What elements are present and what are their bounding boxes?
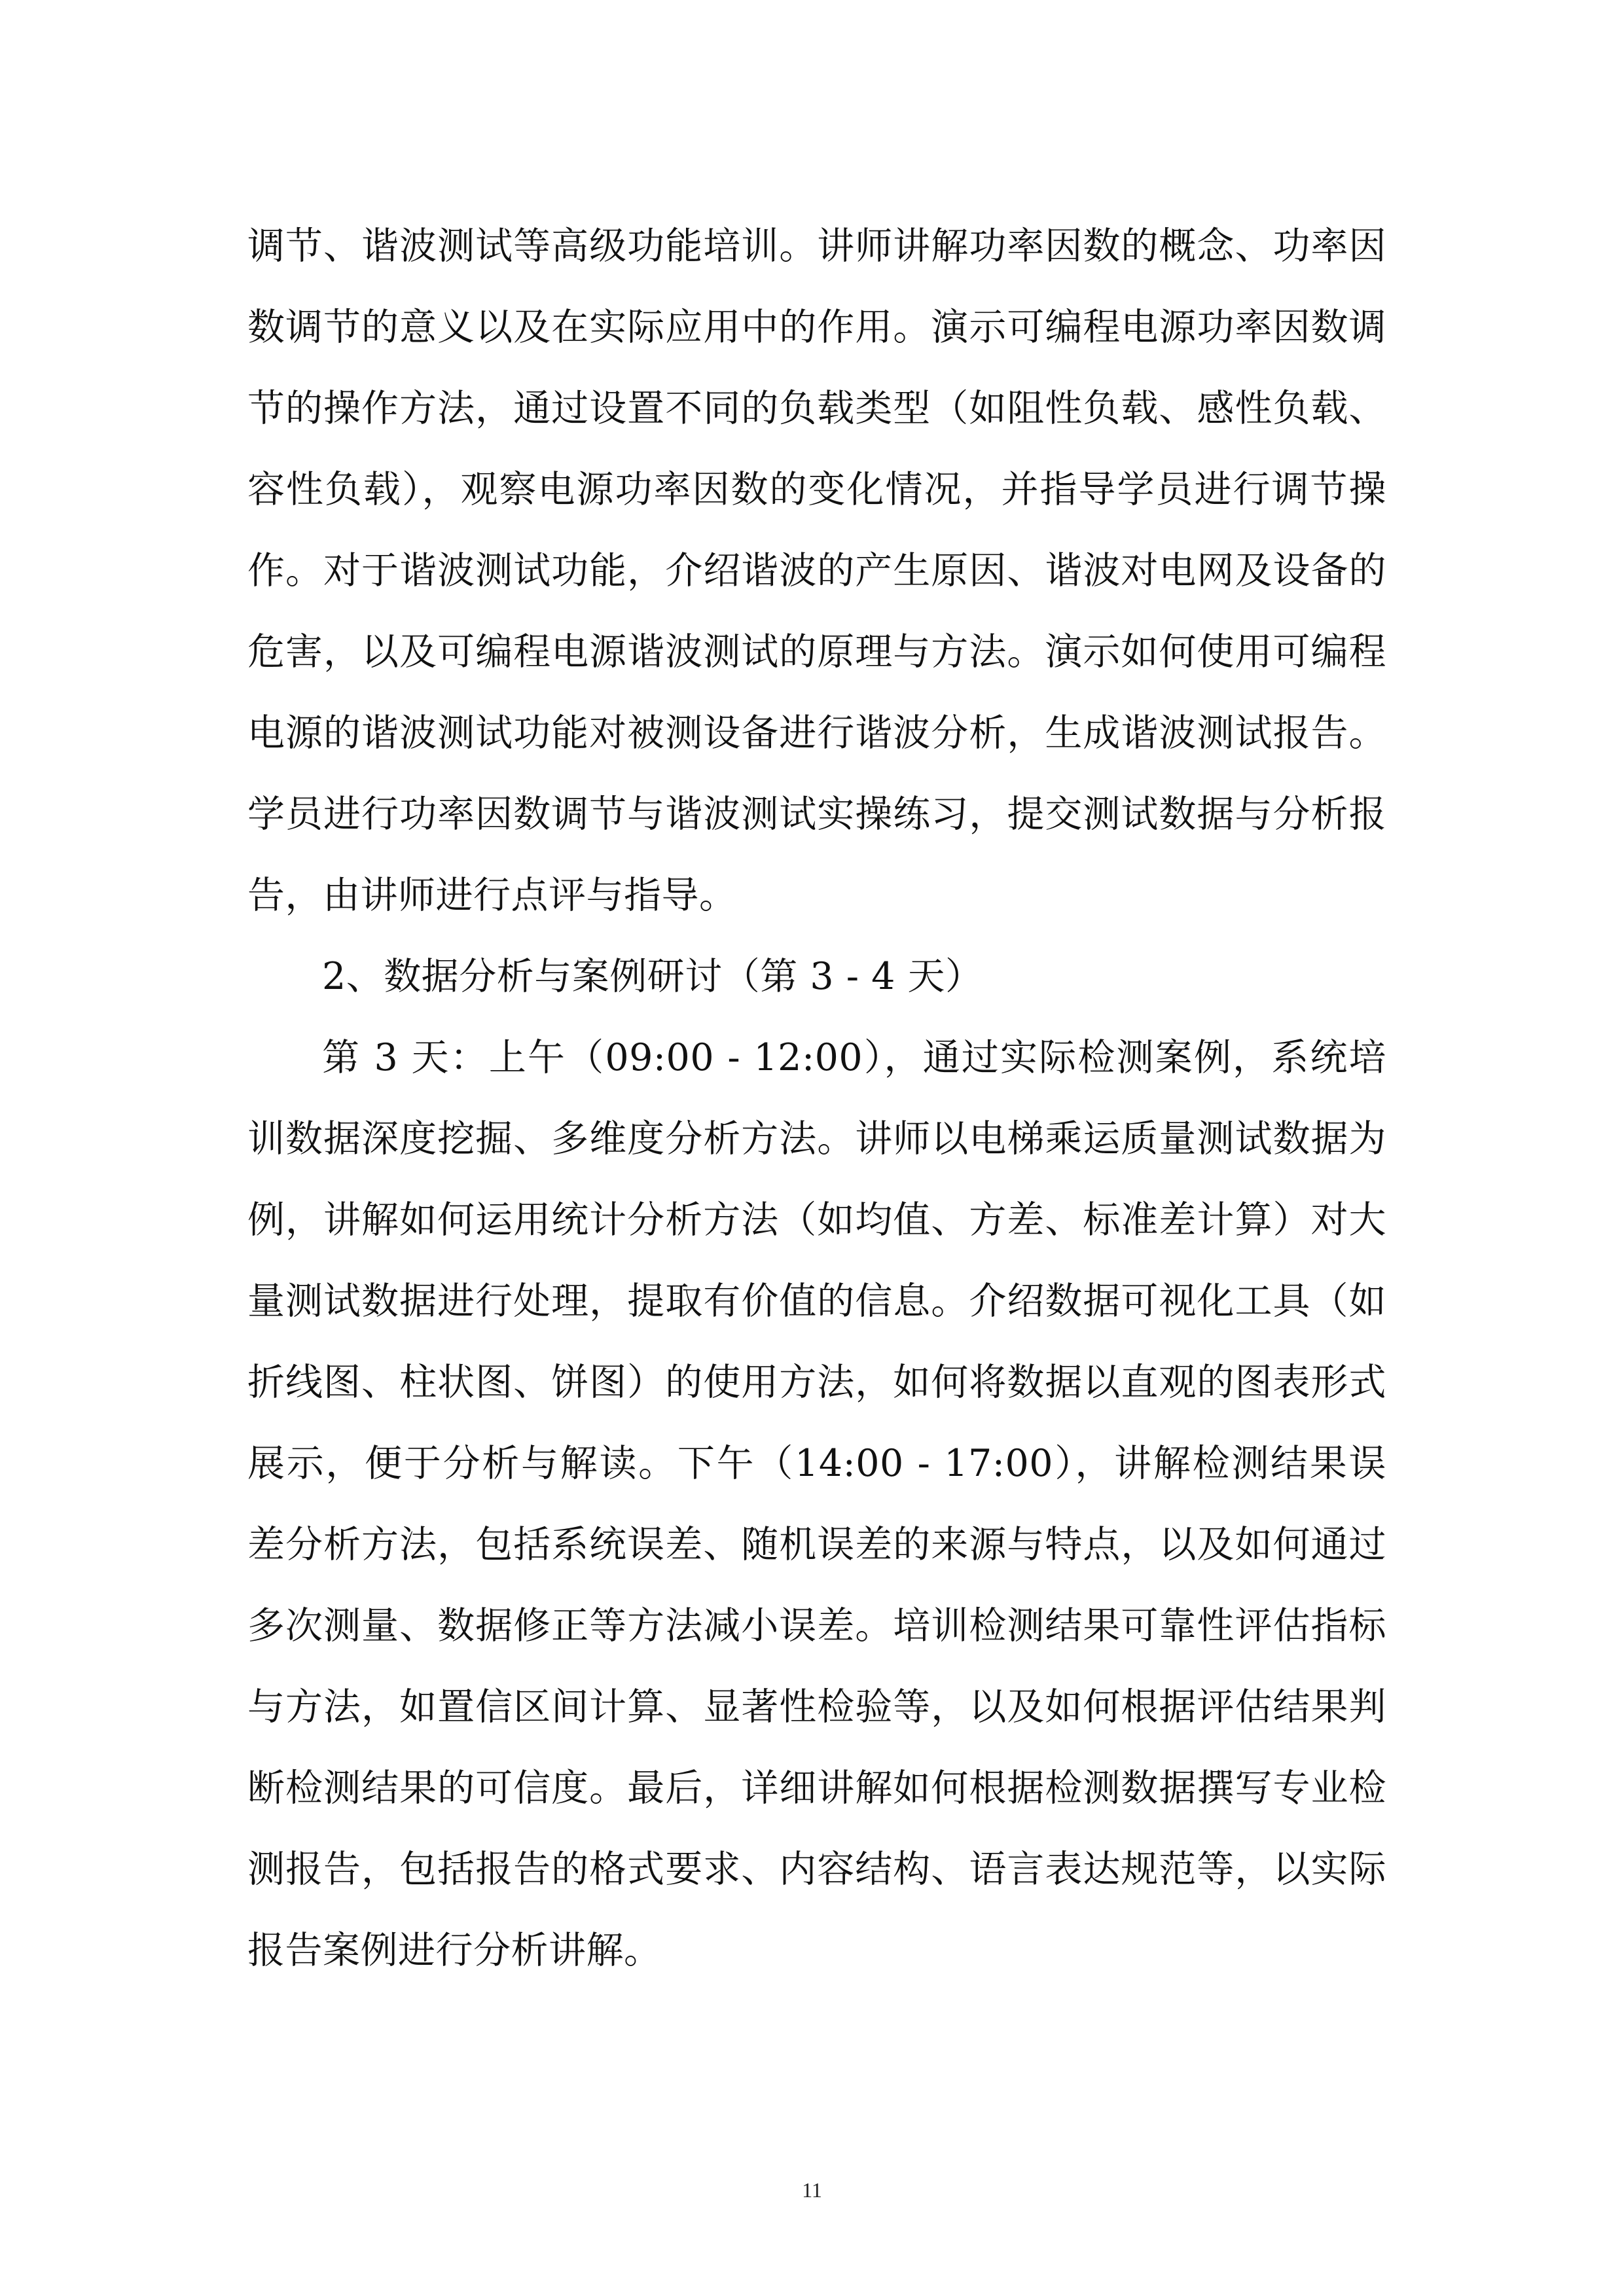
page-number: 11 [802,2178,822,2202]
page-content [247,206,1386,1991]
paragraph-day-3: 第 3 天：上午（09:00 - 12:00），通过实际检测案例，系统培训数据深度挖掘、多维度分析方法。讲师以电梯乘运质量测试数据为例，讲解如何运用统计分析方法（如均值、方差、标准差计算）对大量测试数据进行处理，提取有价值的信息。介绍数据可视化工具（如折线图、柱状图、饼图）的使用方法，如何将数据以直观的图表形式展示，便于分析与解读。下午（14:00 - 17:00），讲解检测结果误差分析方法，包括系统误差、随机误差的来源与特点，以及如何通过多次测量、数据修正等方法减小误差。培训检测结果可靠性评估指标与方法，如置信区间计算、显著性检验等，以及如何根据评估结果判断检测结果的可信度。最后，详细讲解如何根据检测数据撰写专业检测报告，包括报告的格式要求、内容结构、语言表达规范等，以实际报告案例进行分析讲解。 [247,1036,1386,1972]
section-heading: 2、数据分析与案例研讨（第 3 - 4 天） [322,955,983,998]
paragraph-continuation: 调节、谐波测试等高级功能培训。讲师讲解功率因数的概念、功率因数调节的意义以及在实际应用中的作用。演示可编程电源功率因数调节的操作方法，通过设置不同的负载类型（如阻性负载、感性负载、容性负载），观察电源功率因数的变化情况，并指导学员进行调节操作。对于谐波测试功能，介绍谐波的产生原因、谐波对电网及设备的危害，以及可编程电源谐波测试的原理与方法。演示如何使用可编程电源的谐波测试功能对被测设备进行谐波分析，生成谐波测试报告。学员进行功率因数调节与谐波测试实操练习，提交测试数据与分析报告，由讲师进行点评与指导。 [247,224,1386,917]
